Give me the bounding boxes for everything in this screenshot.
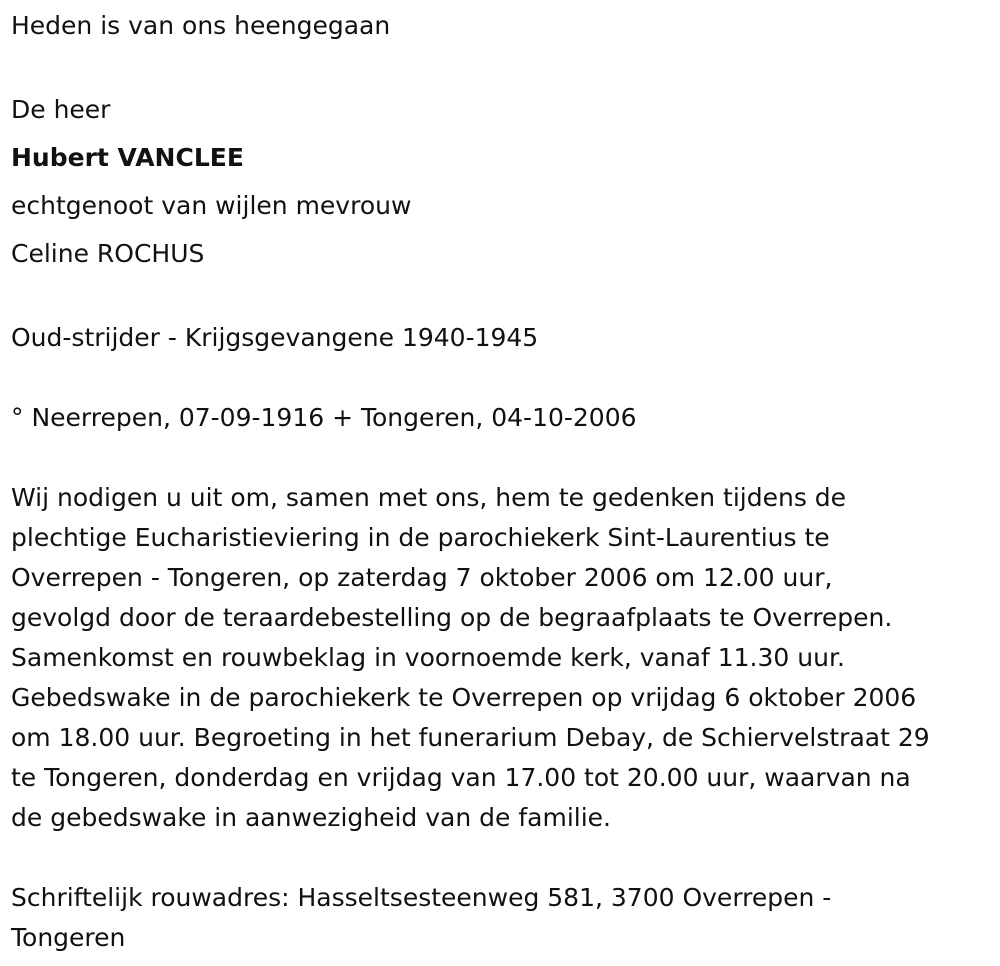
address-line: Tongeren bbox=[11, 923, 126, 952]
salutation-text: De heer bbox=[11, 95, 111, 124]
spacer bbox=[11, 438, 996, 478]
service-line: te Tongeren, donderdag en vrijdag van 17.00 tot 20.00 uur, waarvan na bbox=[11, 763, 911, 792]
address-line: Schriftelijk rouwadres: Hasseltsesteenweg 581, 3700 Overrepen - bbox=[11, 883, 832, 912]
service-paragraph bbox=[11, 478, 996, 838]
service-line: de gebedswake in aanwezigheid van de familie. bbox=[11, 803, 611, 832]
birth-death-dates: ° Neerrepen, 07-09-1916 + Tongeren, 04-10-2006 bbox=[11, 403, 637, 432]
service-line: gevolgd door de teraardebestelling op de begraafplaats te Overrepen. bbox=[11, 603, 893, 632]
obituary-document bbox=[11, 6, 996, 958]
deceased-name: Hubert VANCLEE bbox=[11, 143, 244, 172]
spacer bbox=[11, 838, 996, 878]
service-line: om 18.00 uur. Begroeting in het funerarium Debay, de Schiervelstraat 29 bbox=[11, 723, 930, 752]
intro-text: Heden is van ons heengegaan bbox=[11, 11, 391, 40]
spacer bbox=[11, 358, 996, 398]
veteran-title: Oud-strijder - Krijgsgevangene 1940-1945 bbox=[11, 323, 539, 352]
service-line: plechtige Eucharistieviering in de parochiekerk Sint-Laurentius te bbox=[11, 523, 830, 552]
service-line: Wij nodigen u uit om, samen met ons, hem te gedenken tijdens de bbox=[11, 483, 847, 512]
service-line: Overrepen - Tongeren, op zaterdag 7 oktober 2006 om 12.00 uur, bbox=[11, 563, 833, 592]
spouse-label: echtgenoot van wijlen mevrouw bbox=[11, 191, 412, 220]
address-paragraph bbox=[11, 878, 996, 958]
service-line: Samenkomst en rouwbeklag in voornoemde kerk, vanaf 11.30 uur. bbox=[11, 643, 845, 672]
spacer bbox=[11, 278, 996, 318]
spacer bbox=[11, 46, 996, 86]
spouse-name: Celine ROCHUS bbox=[11, 239, 205, 268]
service-line: Gebedswake in de parochiekerk te Overrepen op vrijdag 6 oktober 2006 bbox=[11, 683, 917, 712]
